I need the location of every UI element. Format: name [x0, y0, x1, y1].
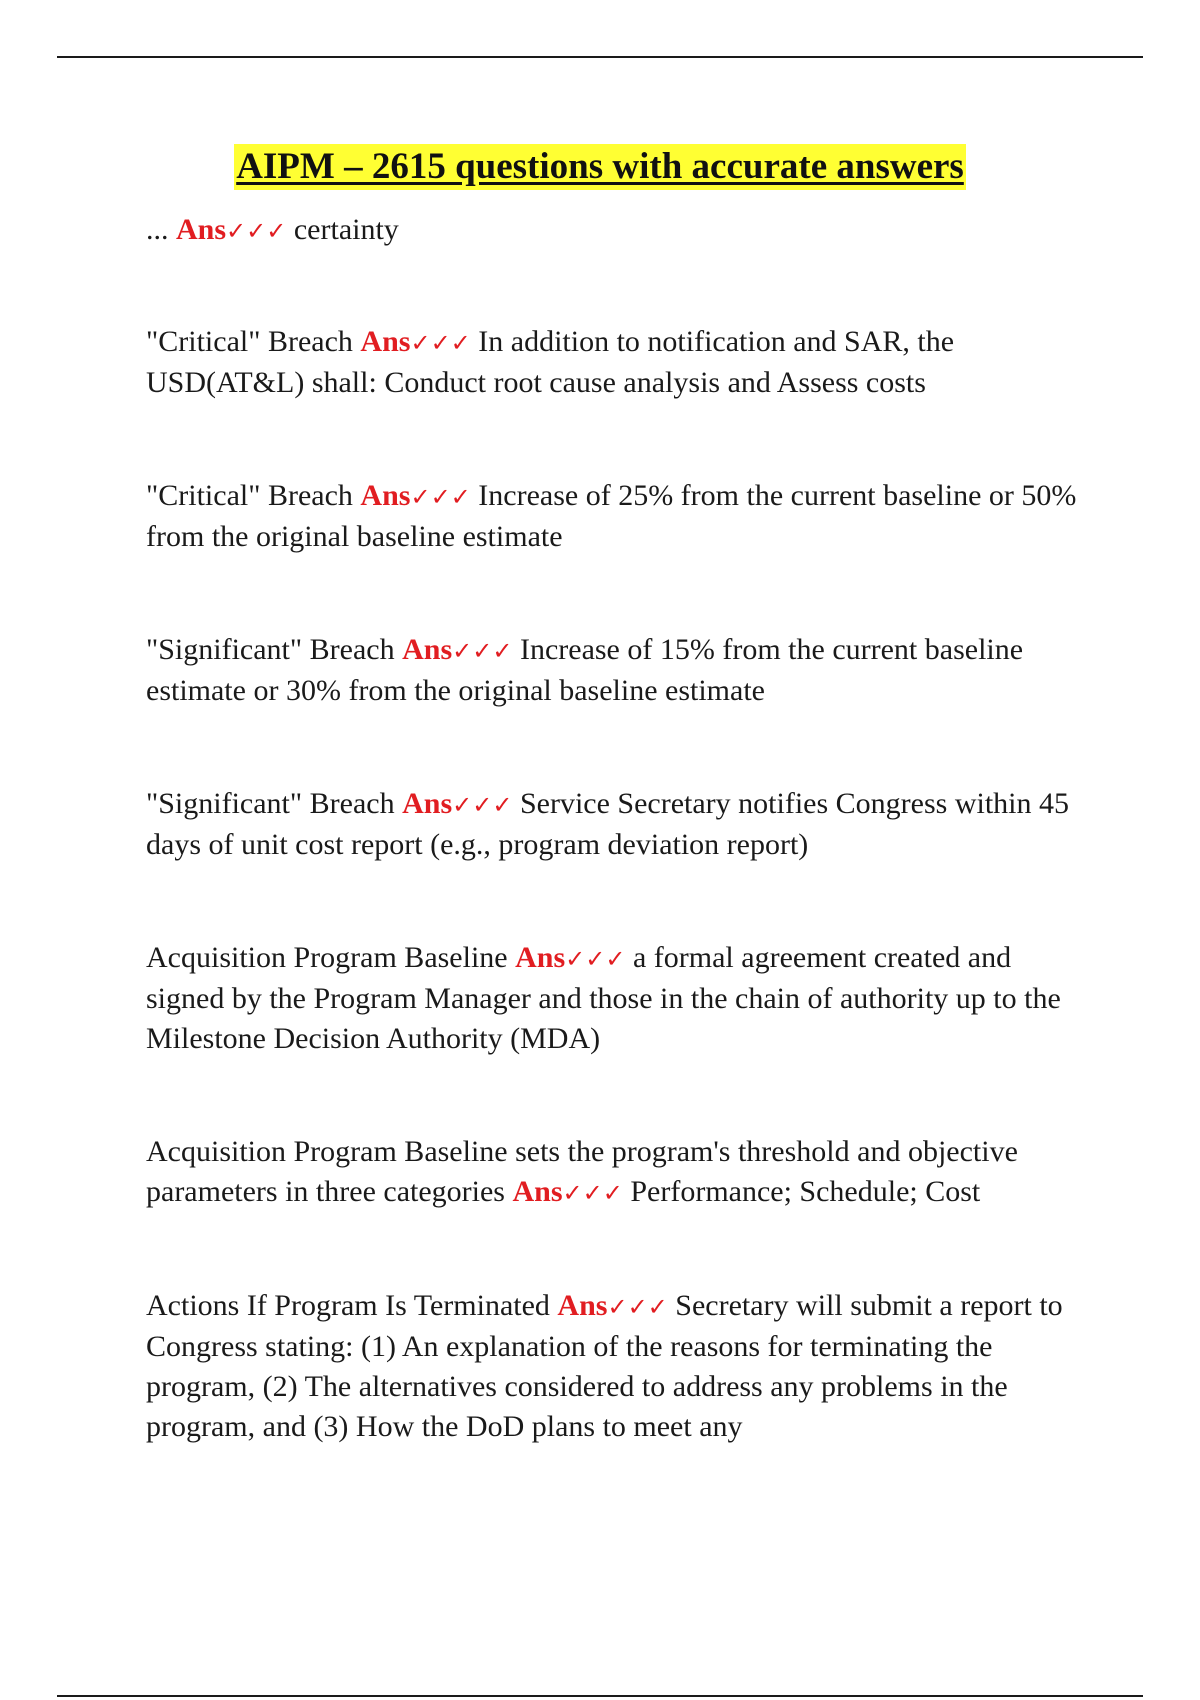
- checkmark-icon: ✓✓✓: [452, 637, 513, 665]
- question-text: "Critical" Breach: [146, 325, 353, 358]
- answer-text: Performance; Schedule; Cost: [630, 1175, 981, 1208]
- checkmark-icon: ✓✓✓: [410, 329, 471, 357]
- question-text: ...: [146, 213, 169, 246]
- question-text: Actions If Program Is Terminated: [146, 1289, 550, 1322]
- title-container: [0, 144, 1200, 190]
- qa-item: [146, 1132, 1091, 1213]
- answer-marker: Ans: [402, 633, 453, 666]
- question-text: Acquisition Program Baseline: [146, 941, 508, 974]
- answer-text: Increase of 15% from the current baseline estimate or 30% from the original baseline estimate: [146, 633, 1024, 707]
- answer-marker: Ans: [176, 213, 227, 246]
- answer-marker: Ans: [360, 325, 411, 358]
- answer-text: Service Secretary notifies Congress within 45 days of unit cost report (e.g., program deviation report): [146, 787, 1069, 861]
- answer-text: a formal agreement created and signed by the Program Manager and those in the chain of authority up to the Milestone Decision Authority (MDA): [146, 941, 1061, 1055]
- answer-text: In addition to notification and SAR, the USD(AT&L) shall: Conduct root cause analysis and Assess costs: [146, 325, 955, 399]
- qa-item: [146, 784, 1091, 865]
- question-text: Acquisition Program Baseline sets the program's threshold and objective parameters in three categories: [146, 1135, 1018, 1208]
- answer-marker: Ans: [515, 941, 566, 974]
- answer-marker: Ans: [402, 787, 453, 820]
- top-rule: [57, 56, 1143, 58]
- answer-text: Increase of 25% from the current baseline or 50% from the original baseline estimate: [146, 479, 1077, 553]
- document-title: AIPM – 2615 questions with accurate answers: [234, 144, 966, 190]
- qa-item: [146, 210, 1091, 251]
- bottom-rule: [57, 1695, 1143, 1697]
- answer-marker: Ans: [360, 479, 411, 512]
- checkmark-icon: ✓✓✓: [562, 1179, 623, 1207]
- question-text: "Critical" Breach: [146, 479, 353, 512]
- answer-marker: Ans: [557, 1289, 608, 1322]
- answer-marker: Ans: [512, 1175, 563, 1208]
- answer-text: certainty: [293, 213, 399, 246]
- question-text: "Significant" Breach: [146, 633, 395, 666]
- checkmark-icon: ✓✓✓: [565, 945, 626, 973]
- qa-item: [146, 322, 1091, 403]
- qa-item: [146, 630, 1091, 711]
- checkmark-icon: ✓✓✓: [226, 217, 287, 245]
- answer-text: Secretary will submit a report to Congress stating: (1) An explanation of the reasons for terminating the program, (2) The alternatives considered to address any problems in the program, and (3) How the DoD plans to meet any: [146, 1289, 1063, 1443]
- qa-item: [146, 1286, 1091, 1447]
- checkmark-icon: ✓✓✓: [607, 1293, 668, 1321]
- checkmark-icon: ✓✓✓: [452, 791, 513, 819]
- qa-item: [146, 476, 1091, 557]
- question-text: "Significant" Breach: [146, 787, 395, 820]
- checkmark-icon: ✓✓✓: [410, 483, 471, 511]
- qa-item: [146, 938, 1091, 1059]
